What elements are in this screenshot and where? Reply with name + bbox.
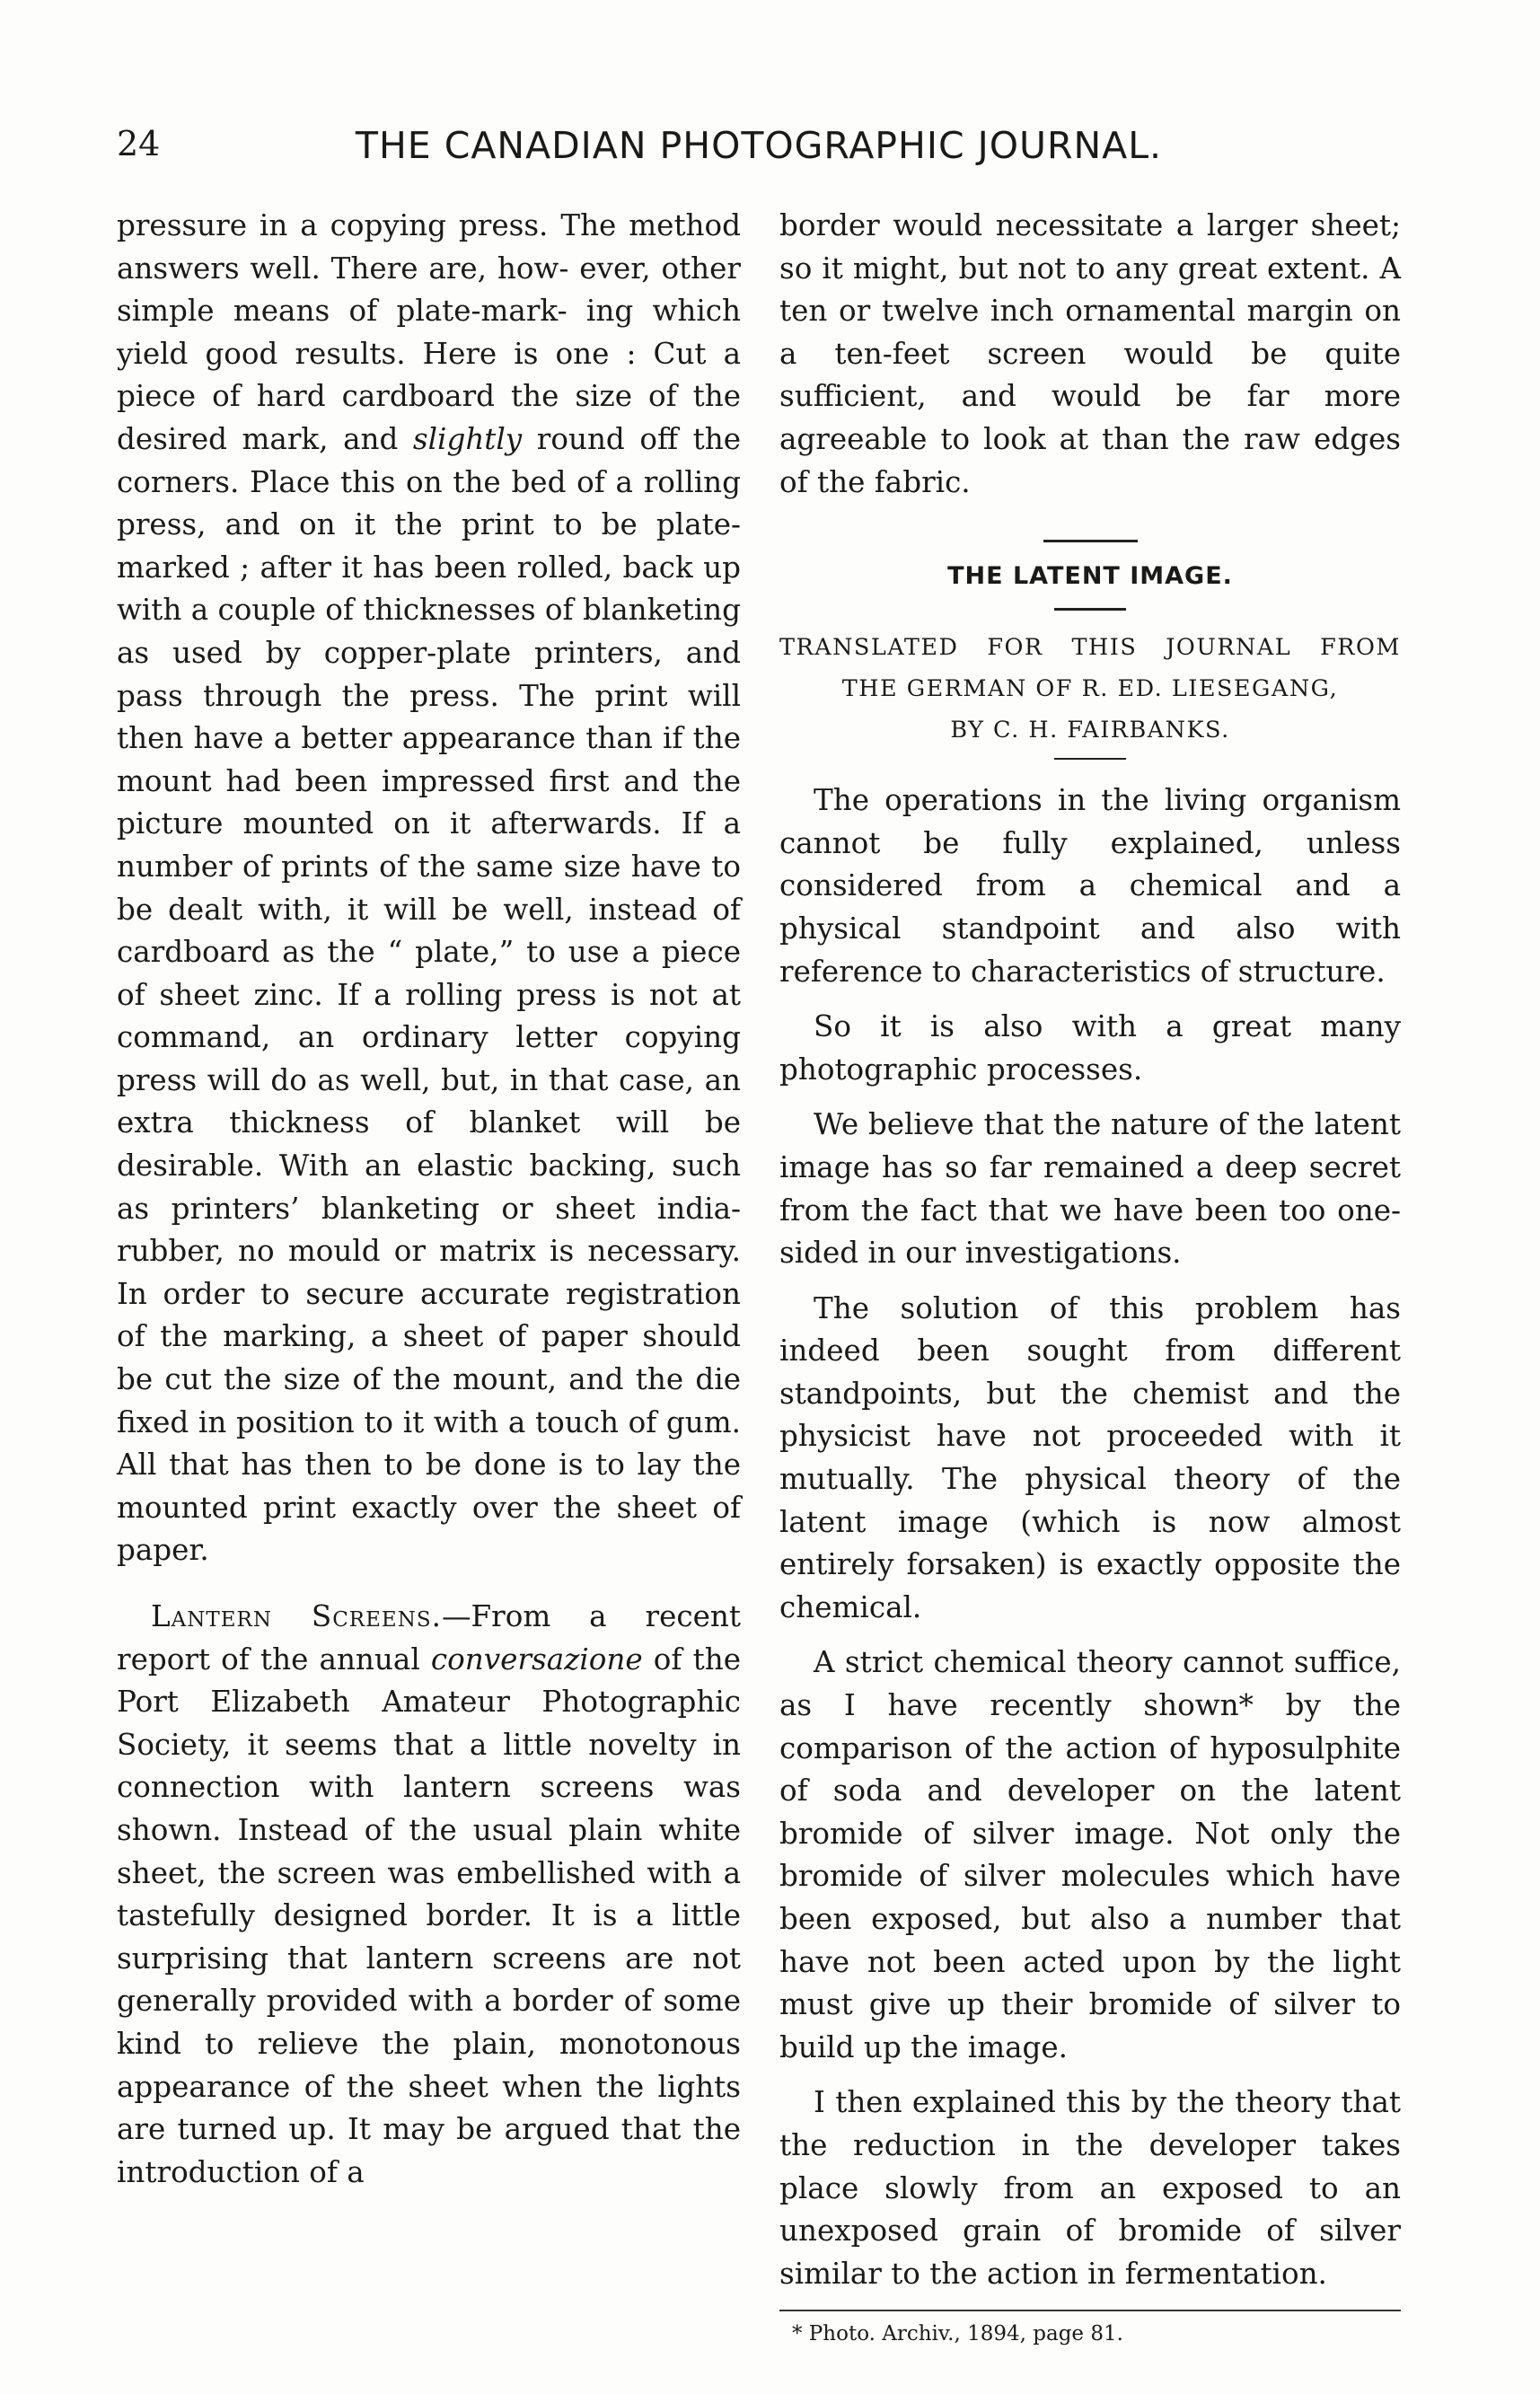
- left-column: [117, 205, 741, 2194]
- section-title: THE LATENT IMAGE.: [947, 562, 1233, 591]
- section-rule-bottom: [1054, 758, 1126, 760]
- right-column: [779, 205, 1401, 2346]
- section-rule-top: [1043, 540, 1138, 542]
- page-header: [117, 124, 1401, 178]
- translator-credit: [779, 627, 1401, 751]
- body-paragraph: A strict chemical theory cannot suffice, as I have recently shown* by the comparison of the action of hyposulphite of soda and developer on the latent bromide of silver image. Not only the bromide of silver molecules which have been exposed, but also a number that have not been acted upon by the light must give up their bromide of silver to build up the image.: [779, 1645, 1401, 2064]
- lantern-screens-continuation: border would necessitate a larger sheet; so it might, but not to any great extent. A ten or twelve inch ornamental margin on a ten-feet screen would be quite sufficient, and would be far more agreeable to look at than the raw edges of the fabric.: [779, 208, 1401, 499]
- page-number: 24: [117, 124, 161, 163]
- lantern-screens-heading: Lantern Screens.: [151, 1599, 442, 1633]
- translator-line: TRANSLATED FOR THIS JOURNAL FROM: [779, 634, 1401, 662]
- footnote-rule: [779, 2310, 1401, 2311]
- translator-line: BY C. H. FAIRBANKS.: [950, 717, 1230, 744]
- plate-marking-paragraph: pressure in a copying press. The method answers well. There are, how- ever, other simple means of plate-mark- ing which yield good results. Here is one : Cut a piece of hard cardboard the size of the desired mark, and slightly round off the corners. Place this on the bed of a rolling press, and on it the print to be plate-marked ; after it has been rolled, back up with a couple of thicknesses of blanketing as used by copper-plate printers, and pass through the press. The print will then have a better appearance than if the mount had been impressed first and the picture mounted on it afterwards. If a number of prints of the same size have to be dealt with, it will be well, instead of cardboard as the “ plate,” to use a piece of sheet zinc. If a rolling press is not at command, an ordinary letter copying press will do as well, but, in that case, an extra thickness of blanket will be desirable. With an elastic backing, such as printers’ blanketing or sheet india-rubber, no mould or matrix is necessary. In order to secure accurate registration of the marking, a sheet of paper should be cut the size of the mount, and the die fixed in position to it with a touch of gum. All that has then to be done is to lay the mounted print exactly over the sheet of paper.: [117, 208, 742, 1568]
- lantern-screens-paragraph: Lantern Screens.—From a recent report of the annual conversazione of the Port Elizabeth Amateur Photographic Society, it seems that a little novelty in connection with lantern screens was shown. Instead of the usual plain white sheet, the screen was embellished with a tastefully designed border. It is a little surprising that lantern screens are not generally provided with a border of some kind to relieve the plain, monotonous appearance of the sheet when the lights are turned up. It may be argued that the introduction of a: [117, 1599, 741, 2189]
- translator-line: THE GERMAN OF R. ED. LIESEGANG,: [841, 675, 1339, 703]
- body-paragraph: I then explained this by the theory that the reduction in the developer takes place slowly from an exposed to an unexposed grain of bromide of silver similar to the action in fermentation.: [779, 2085, 1401, 2291]
- italic-conversazione: conversazione: [430, 1641, 643, 1677]
- body-paragraph: The solution of this problem has indeed been sought from different standpoints, but the chemist and the physicist have not proceeded with it mutually. The physical theory of the latent image (which is now almost entirely forsaken) is exactly opposite the chemical.: [779, 1290, 1401, 1624]
- running-title: THE CANADIAN PHOTOGRAPHIC JOURNAL.: [355, 124, 1163, 167]
- footnote-marker: *: [1238, 1688, 1254, 1723]
- body-paragraph: The operations in the living organism cannot be fully explained, unless considered from a chemical and a physical standpoint and also with reference to characteristics of structure.: [779, 783, 1401, 989]
- italic-slightly: slightly: [412, 421, 523, 456]
- footnote: * Photo. Archiv., 1894, page 81.: [792, 2322, 1123, 2346]
- body-paragraph: We believe that the nature of the latent image has so far remained a deep secret from the fact that we have been too one-sided in our investigations.: [779, 1107, 1401, 1271]
- body-paragraph: So it is also with a great many photographic processes.: [779, 1009, 1401, 1087]
- section-rule-mid: [1054, 608, 1126, 611]
